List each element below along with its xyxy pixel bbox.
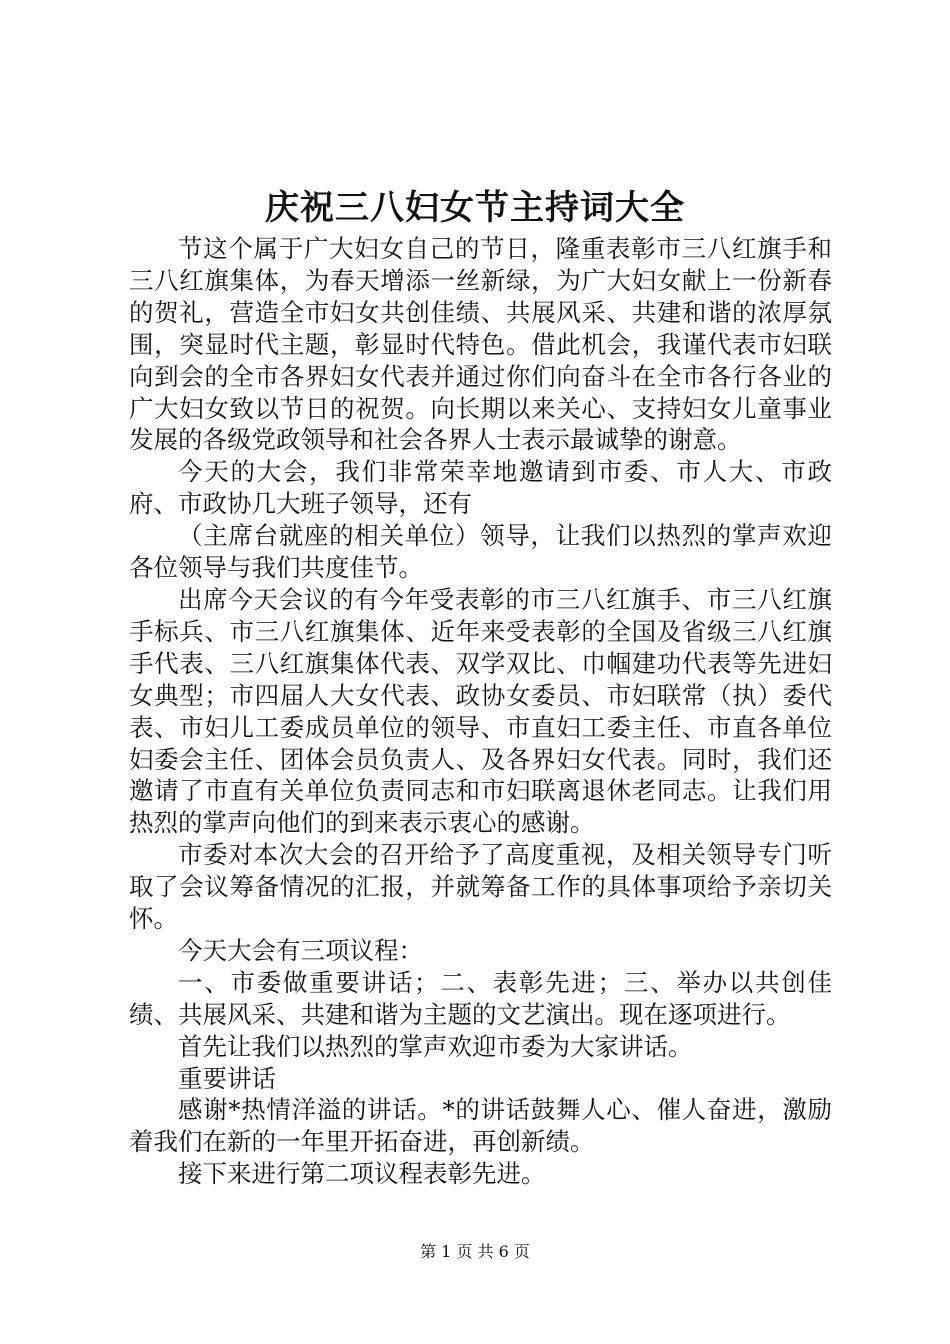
paragraph: （主席台就座的相关单位）领导，让我们以热烈的掌声欢迎各位领导与我们共度佳节。: [129, 521, 832, 583]
paragraph: 出席今天会议的有今年受表彰的市三八红旗手、市三八红旗手标兵、市三八红旗集体、近年来受表彰的全国及省级三八红旗手代表、三八红旗集体代表、双学双比、巾帼建功代表等先进妇女典型；市四届人大女代表、政协女委员、市妇联常（执）委代表、市妇儿工委成员单位的领导、市直妇工委主任、市直各单位妇委会主任、团体会员负责人、及各界妇女代表。同时，我们还邀请了市直有关单位负责同志和市妇联离退休老同志。让我们用热烈的掌声向他们的到来表示衷心的感谢。: [129, 584, 832, 838]
paragraph: 今天大会有三项议程：: [178, 935, 423, 965]
paragraph: 一、市委做重要讲话；二、表彰先进；三、举办以共创佳绩、共展风采、共建和谐为主题的文艺演出。现在逐项进行。: [129, 967, 832, 1029]
paragraph: 重要讲话: [178, 1063, 276, 1093]
page-footer: 第 1 页 共 6 页: [420, 1242, 530, 1261]
paragraph: 首先让我们以热烈的掌声欢迎市委为大家讲话。: [178, 1031, 693, 1061]
paragraph: 节这个属于广大妇女自己的节日，隆重表彰市三八红旗手和三八红旗集体，为春天增添一丝新绿，为广大妇女献上一份新春的贺礼，营造全市妇女共创佳绩、共展风采、共建和谐的浓厚氛围，突显时代主题，彰显时代特色。借此机会，我谨代表市妇联向到会的全市各界妇女代表并通过你们向奋斗在全市各行各业的广大妇女致以节日的祝贺。向长期以来关心、支持妇女儿童事业发展的各级党政领导和社会各界人士表示最诚挚的谢意。: [129, 234, 832, 455]
document-title: 庆祝三八妇女节主持词大全: [265, 188, 685, 228]
paragraph: 市委对本次大会的召开给予了高度重视，及相关领导专门听取了会议筹备情况的汇报，并就筹备工作的具体事项给予亲切关怀。: [129, 840, 832, 934]
paragraph: 感谢*热情洋溢的讲话。*的讲话鼓舞人心、催人奋进，激励着我们在新的一年里开拓奋进，再创新绩。: [129, 1095, 832, 1157]
paragraph: 接下来进行第二项议程表彰先进。: [178, 1159, 546, 1189]
document-body: [129, 233, 832, 1190]
paragraph: 今天的大会，我们非常荣幸地邀请到市委、市人大、市政府、市政协几大班子领导，还有: [129, 457, 832, 519]
